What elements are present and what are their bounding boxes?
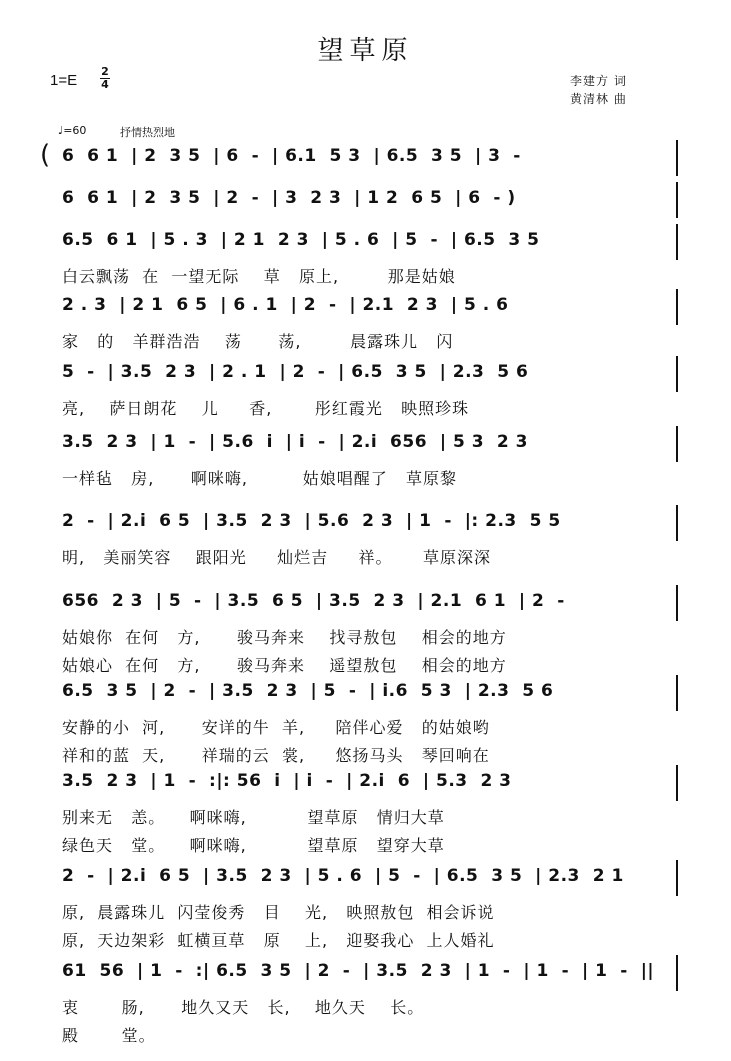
meter-bottom: 4 bbox=[101, 78, 109, 91]
notation-line bbox=[48, 356, 680, 390]
song-title: 望草原 bbox=[317, 36, 414, 66]
intro-parenthesis: ( bbox=[40, 140, 51, 170]
jianpu-notes: 6 6 1 | 2 3 5 | 2 - | 3 2 3 | 1 2 6 5 | 6 - ) bbox=[62, 188, 516, 208]
barline bbox=[676, 356, 678, 392]
key-signature: 1=E bbox=[50, 72, 78, 89]
lyric-line: 绿色天 堂。 啊咪嗨, 望草原 望穿大草 bbox=[62, 836, 445, 855]
lyricist-credit: 李建方 词 bbox=[570, 74, 627, 88]
notation-line bbox=[48, 955, 680, 989]
lyric-line: 一样毡 房, 啊咪嗨, 姑娘唱醒了 草原黎 bbox=[62, 469, 457, 488]
jianpu-notes: 2 . 3 | 2 1 6 5 | 6 . 1 | 2 - | 2.1 2 3 | 5 . 6 bbox=[62, 295, 509, 315]
barline bbox=[676, 585, 678, 621]
time-signature bbox=[100, 66, 110, 91]
notation-line bbox=[48, 289, 680, 323]
lyric-line: 原, 天边架彩 虹横亘草 原 上, 迎娶我心 上人婚礼 bbox=[62, 931, 495, 950]
notation-line bbox=[48, 426, 680, 460]
lyric-line: 家 的 羊群浩浩 荡 荡, 晨露珠儿 闪 bbox=[62, 332, 454, 351]
composer-credit: 黄清林 曲 bbox=[570, 92, 627, 106]
notation-line bbox=[48, 182, 680, 216]
lyric-line: 祥和的蓝 天, 祥瑞的云 裳, 悠扬马头 琴回响在 bbox=[62, 746, 490, 765]
lyric-line: 原, 晨露珠儿 闪莹俊秀 目 光, 映照敖包 相会诉说 bbox=[62, 903, 495, 922]
notation-line bbox=[48, 505, 680, 539]
meter-top: 2 bbox=[101, 65, 109, 78]
lyric-line: 姑娘心 在何 方, 骏马奔来 遥望敖包 相会的地方 bbox=[62, 656, 507, 675]
barline bbox=[676, 289, 678, 325]
notation-line bbox=[48, 765, 680, 799]
barline bbox=[676, 426, 678, 462]
expression-marking: 抒情热烈地 bbox=[120, 126, 175, 139]
jianpu-notes: 6.5 6 1 | 5 . 3 | 2 1 2 3 | 5 . 6 | 5 - | 6.5 3 5 bbox=[62, 230, 540, 250]
notation-line bbox=[48, 675, 680, 709]
jianpu-notes: 5 - | 3.5 2 3 | 2 . 1 | 2 - | 6.5 3 5 | 2.3 5 6 bbox=[62, 362, 529, 382]
notation-line bbox=[48, 585, 680, 619]
barline bbox=[676, 140, 678, 176]
notation-line bbox=[48, 860, 680, 894]
barline bbox=[676, 675, 678, 711]
jianpu-notes: 3.5 2 3 | 1 - :|: 56 i | i - | 2.i 6 | 5.3 2 3 bbox=[62, 771, 512, 791]
barline bbox=[676, 505, 678, 541]
barline bbox=[676, 224, 678, 260]
lyric-line: 明, 美丽笑容 跟阳光 灿烂吉 祥。 草原深深 bbox=[62, 548, 491, 567]
jianpu-notes: 6 6 1 | 2 3 5 | 6 - | 6.1 5 3 | 6.5 3 5 | 3 - bbox=[62, 146, 521, 166]
lyric-line: 姑娘你 在何 方, 骏马奔来 找寻敖包 相会的地方 bbox=[62, 628, 507, 647]
lyric-line: 别来无 恙。 啊咪嗨, 望草原 情归大草 bbox=[62, 808, 445, 827]
jianpu-notes: 3.5 2 3 | 1 - | 5.6 i | i - | 2.i 656 | 5 3 2 3 bbox=[62, 432, 528, 452]
lyric-line: 安静的小 河, 安详的牛 羊, 陪伴心爱 的姑娘哟 bbox=[62, 718, 490, 737]
notation-line bbox=[48, 224, 680, 258]
jianpu-notes: 2 - | 2.i 6 5 | 3.5 2 3 | 5 . 6 | 5 - | 6.5 3 5 | 2.3 2 1 bbox=[62, 866, 624, 886]
tempo-marking: ♩=60 bbox=[58, 124, 87, 137]
barline bbox=[676, 765, 678, 801]
notation-line bbox=[48, 140, 680, 174]
barline bbox=[676, 860, 678, 896]
jianpu-notes: 6.5 3 5 | 2 - | 3.5 2 3 | 5 - | i.6 5 3 | 2.3 5 6 bbox=[62, 681, 554, 701]
barline bbox=[676, 182, 678, 218]
jianpu-notes: 2 - | 2.i 6 5 | 3.5 2 3 | 5.6 2 3 | 1 - |: 2.3 5 5 bbox=[62, 511, 561, 531]
jianpu-notes: 656 2 3 | 5 - | 3.5 6 5 | 3.5 2 3 | 2.1 6 1 | 2 - bbox=[62, 591, 565, 611]
lyric-line: 白云飘荡 在 一望无际 草 原上, 那是姑娘 bbox=[62, 267, 456, 286]
jianpu-notes: 61 56 | 1 - :| 6.5 3 5 | 2 - | 3.5 2 3 | 1 - | 1 - | 1 - || bbox=[62, 961, 655, 981]
lyric-line: 衷 肠, 地久又天 长, 地久天 长。 bbox=[62, 998, 425, 1017]
lyric-line: 亮, 萨日朗花 儿 香, 彤红霞光 映照珍珠 bbox=[62, 399, 470, 418]
barline bbox=[676, 955, 678, 991]
lyric-line: 殿 堂。 bbox=[62, 1026, 156, 1045]
